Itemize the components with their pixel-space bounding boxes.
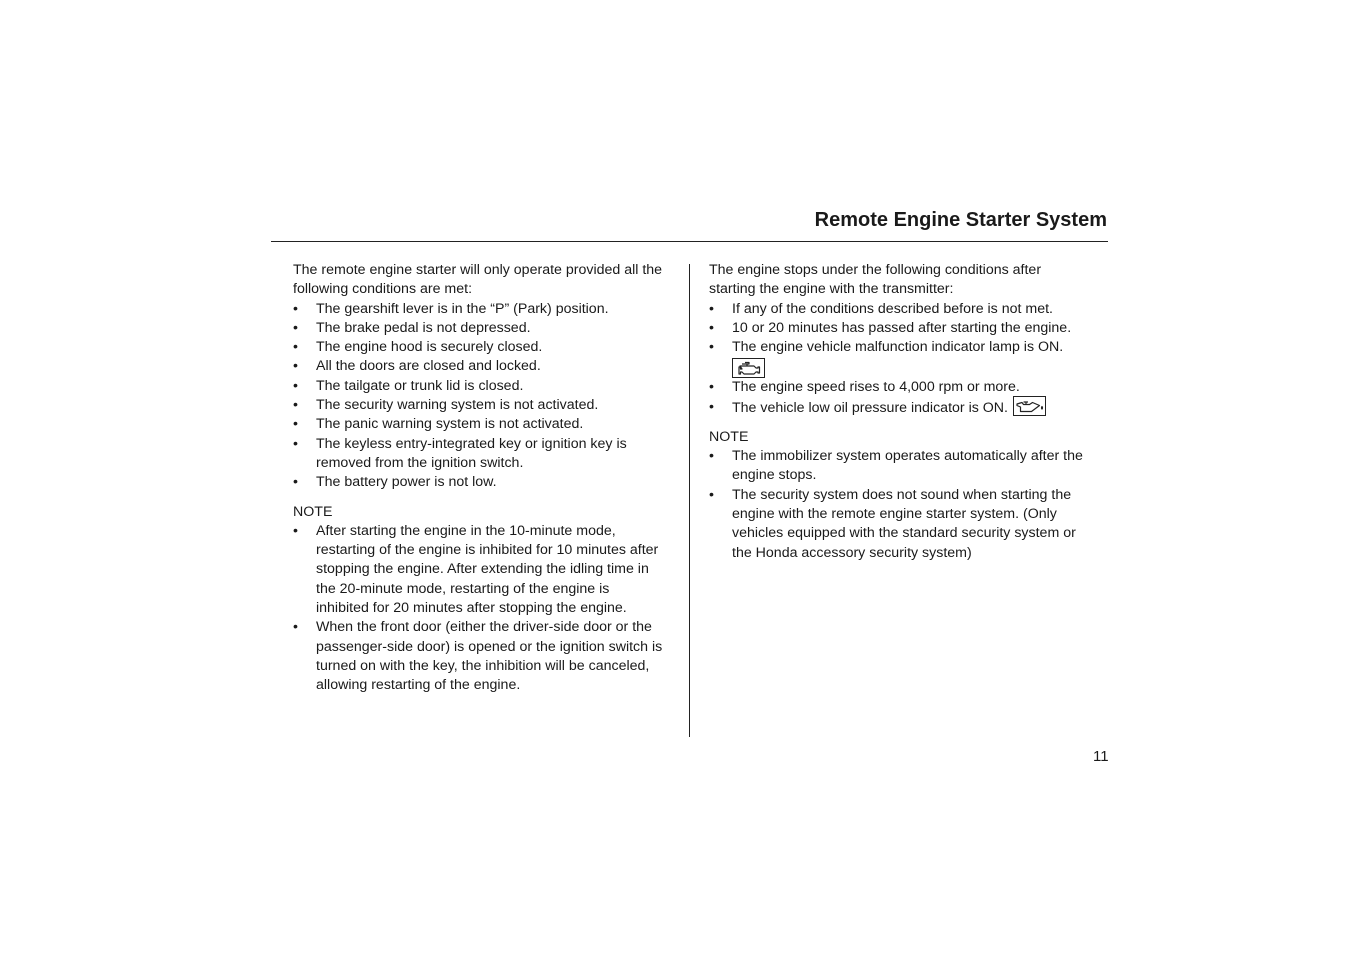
list-item xyxy=(709,338,1084,378)
list-item: • The tailgate or trunk lid is closed. xyxy=(293,377,665,396)
right-notes-list xyxy=(709,447,1084,563)
page-title: Remote Engine Starter System xyxy=(814,209,1107,231)
list-item: • The immobilizer system operates automatically after the engine stops. xyxy=(709,447,1084,486)
page-number: 11 xyxy=(1093,748,1109,765)
list-item: • The security system does not sound when starting the engine with the remote engine starter system. (Only vehicles equipped with the standard security system or the Honda accessory security system) xyxy=(709,486,1084,563)
left-column xyxy=(293,261,665,696)
list-item: • The keyless entry-integrated key or ignition key is removed from the ignition switch. xyxy=(293,435,665,474)
list-item: • After starting the engine in the 10-minute mode, restarting of the engine is inhibited for 10 minutes after stopping the engine. After extending the idling time in the 20-minute mode, restarting of the engine is inhibited for 20 minutes after stopping the engine. xyxy=(293,522,665,618)
right-intro: The engine stops under the following conditions after starting the engine with the transmitter: xyxy=(709,262,1042,298)
list-item: • If any of the conditions described before is not met. xyxy=(709,300,1084,319)
operating-conditions-list xyxy=(293,300,665,493)
list-item: • The security warning system is not activated. xyxy=(293,396,665,415)
list-item xyxy=(709,398,1084,418)
title-rule xyxy=(271,241,1108,242)
list-item: • When the front door (either the driver-side door or the passenger-side door) is opened or the ignition switch is turned on with the key, the inhibition will be canceled, allowing restarting of the engine. xyxy=(293,618,665,695)
low-oil-pressure-indicator-icon xyxy=(1013,396,1046,416)
list-item: • The battery power is not low. xyxy=(293,473,665,492)
list-item: • The engine speed rises to 4,000 rpm or more. xyxy=(709,378,1084,397)
column-divider xyxy=(689,264,690,737)
list-item: • The panic warning system is not activated. xyxy=(293,415,665,434)
right-note-heading: NOTE xyxy=(709,428,749,445)
list-item: • The engine hood is securely closed. xyxy=(293,338,665,357)
list-item: • The gearshift lever is in the “P” (Park) position. xyxy=(293,300,665,319)
right-column xyxy=(709,261,1084,563)
list-item: • The brake pedal is not depressed. xyxy=(293,319,665,338)
list-item: • 10 or 20 minutes has passed after starting the engine. xyxy=(709,319,1084,338)
left-notes-list xyxy=(293,522,665,696)
left-note-heading: NOTE xyxy=(293,503,333,520)
list-item-text: The vehicle low oil pressure indicator is ON. xyxy=(732,399,1008,416)
left-intro: The remote engine starter will only operate provided all the following conditions are met: xyxy=(293,262,663,298)
list-item-text: The engine vehicle malfunction indicator lamp is ON. xyxy=(732,339,1064,356)
list-item: • All the doors are closed and locked. xyxy=(293,357,665,376)
stop-conditions-list xyxy=(709,300,1084,418)
engine-malfunction-indicator-icon xyxy=(732,358,765,378)
